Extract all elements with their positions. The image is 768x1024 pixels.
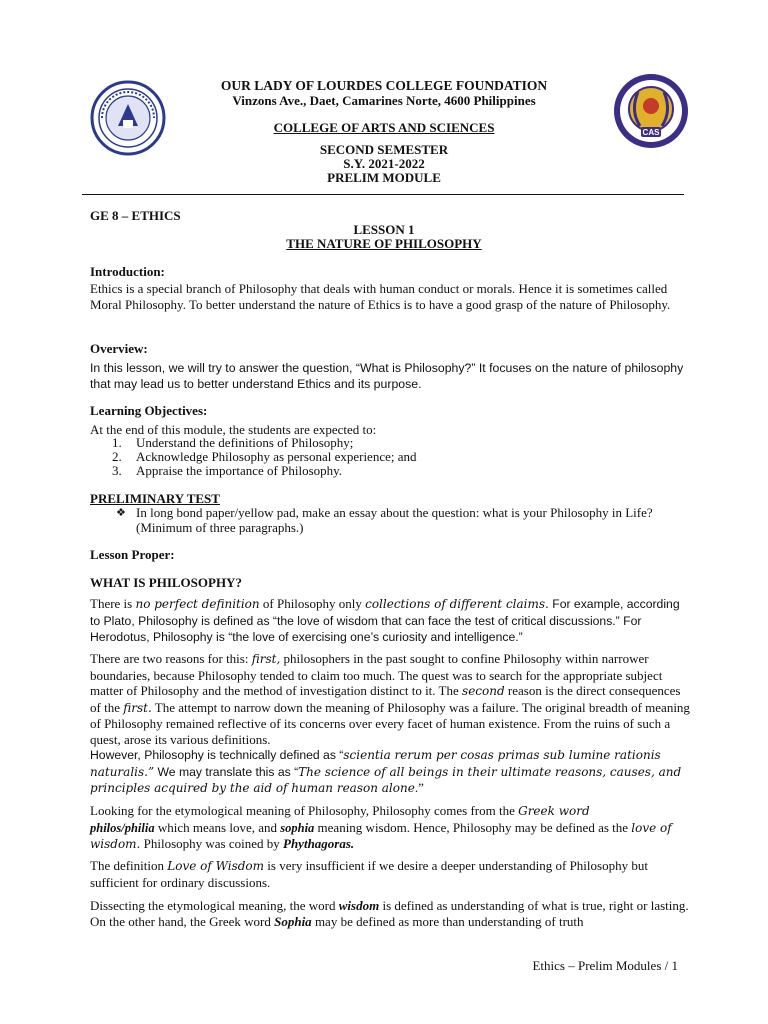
objective-text: Acknowledge Philosophy as personal experience; and [136, 449, 417, 464]
text-run: philosophers in the past sought to confine Philosophy within narrower boundaries, because Philosophy tended to claim too much. The quest was to search for the appropriate subject matter of Philosophy and the method of investigation distinct to it. The [90, 651, 663, 698]
text-run: reason is the direct consequences of the [90, 683, 681, 715]
text-run: is defined as understanding of what is true, right or lasting. On the other hand, the Greek word [90, 898, 689, 929]
lesson-proper-heading: Lesson Proper: [90, 547, 175, 562]
text-run: The definition [90, 858, 168, 873]
objective-number: 3. [112, 463, 122, 478]
overview-text: In this lesson, we will try to answer the question, “What is Philosophy?” It focuses on the nature of philosophy that may lead us to better understand Ethics and its purpose. [90, 361, 684, 391]
text-run: is very insufficient if we desire a deeper understanding of Philosophy but sufficient for ordinary discussions. [90, 858, 648, 890]
text-run: which means love, and [154, 819, 281, 835]
introduction-heading: Introduction: [90, 264, 165, 279]
text-run: may be defined as more than understanding of truth [311, 913, 584, 929]
emphasis-text: wisdom [338, 898, 380, 913]
paragraph-two-reasons [90, 651, 690, 747]
objective-item [112, 436, 417, 450]
text-run: Dissecting the etymological meaning, the word [90, 898, 339, 913]
school-name: OUR LADY OF LOURDES COLLEGE FOUNDATION [220, 78, 548, 93]
text-run: We may translate this as “ [154, 764, 299, 779]
what-is-philosophy-heading: WHAT IS PHILOSOPHY? [90, 575, 242, 590]
text-run: meaning wisdom. Hence, Philosophy may be defined as the [314, 819, 632, 835]
text-run: For example, according to Plato, Philosophy is defined as “the love of wisdom that can face the test of critical discussions.” For Herodotus, Philosophy is “the love of exercising one’s curiosity and intelligence.” [90, 597, 680, 644]
text-run: Philosophy was coined by [140, 836, 284, 851]
text-run: There is [90, 596, 136, 611]
diamond-bullet-icon: ❖ [116, 507, 126, 519]
paragraph-etymology [90, 803, 690, 853]
objectives-heading: Learning Objectives: [90, 403, 208, 418]
text-run: There are two reasons for this: [90, 651, 252, 666]
emphasis-text: love of wisdom. [90, 820, 672, 851]
header-divider [82, 194, 684, 195]
emphasis-text: second [462, 684, 505, 698]
greek-term: sophia [280, 820, 315, 835]
objective-item [112, 464, 417, 478]
objective-text: Understand the definitions of Philosophy; [136, 435, 354, 450]
text-run: Looking for the etymological meaning of Philosophy, Philosophy comes from the [90, 803, 519, 818]
text-run: of Philosophy only [259, 596, 366, 611]
objective-item [112, 450, 417, 464]
objective-number: 2. [112, 449, 122, 464]
objectives-list [112, 436, 417, 478]
semester: SECOND SEMESTER [319, 142, 449, 157]
paragraph-love-of-wisdom [90, 858, 690, 890]
paragraph-technical-definition [90, 747, 690, 797]
paragraph-dissecting [90, 898, 690, 929]
introduction-text: Ethics is a special branch of Philosophy that deals with human conduct or morals. Hence it is sometimes called Moral Philosophy. To better understand the nature of Ethics is to have a good grasp of the nature of Philosophy. [90, 281, 671, 312]
latin-definition: scientia rerum per cosas primas sub lumine rationis naturalis.” [90, 748, 661, 779]
emphasis-text: Greek word [518, 804, 590, 818]
text-run: However, Philosophy is technically defined as “ [90, 748, 344, 762]
emphasis-text: collections of different claims. [365, 597, 549, 611]
page-footer: Ethics – Prelim Modules / 1 [532, 958, 678, 973]
preliminary-test-text: In long bond paper/yellow pad, make an essay about the question: what is your Philosophy in Life? (Minimum of three paragraphs.) [136, 505, 653, 535]
objective-text: Appraise the importance of Philosophy. [136, 463, 343, 478]
emphasis-text: no perfect definition [135, 597, 260, 611]
emphasis-text: first, [251, 652, 281, 666]
college-name: COLLEGE OF ARTS AND SCIENCES [273, 120, 495, 135]
emphasis-text: first. [123, 700, 152, 715]
overview-heading: Overview: [90, 341, 148, 356]
school-address: Vinzons Ave., Daet, Camarines Norte, 4600 Philippines [232, 93, 536, 108]
translated-definition: The science of all beings in their ultimate reasons, causes, and principles acquired by the aid of human reason alone [90, 764, 682, 795]
text-run: .” [414, 780, 424, 795]
lesson-title: THE NATURE OF PHILOSOPHY [286, 236, 482, 251]
objective-number: 1. [112, 435, 122, 450]
course-code: GE 8 – ETHICS [90, 208, 181, 223]
seal-text: CAS [642, 128, 660, 137]
lesson-number: LESSON 1 [353, 222, 415, 237]
school-year: S.Y. 2021-2022 [343, 156, 425, 171]
objectives-intro: At the end of this module, the students are expected to: [90, 422, 377, 437]
module-label: PRELIM MODULE [327, 170, 441, 185]
philosopher-name: Phythagoras. [283, 836, 355, 851]
emphasis-text: Love of Wisdom [167, 859, 265, 873]
text-run: The attempt to narrow down the meaning of Philosophy was a failure. The original breadth of meaning of Philosophy remained reflective of its concerns over every facet of human existence. From the ruins of such a quest, arose its various definitions. [90, 699, 690, 747]
paragraph-definitions [90, 596, 690, 646]
emphasis-text: Sophia [274, 913, 312, 929]
greek-term: philos/philia [90, 820, 155, 835]
preliminary-test-heading: PRELIMINARY TEST [90, 491, 220, 506]
